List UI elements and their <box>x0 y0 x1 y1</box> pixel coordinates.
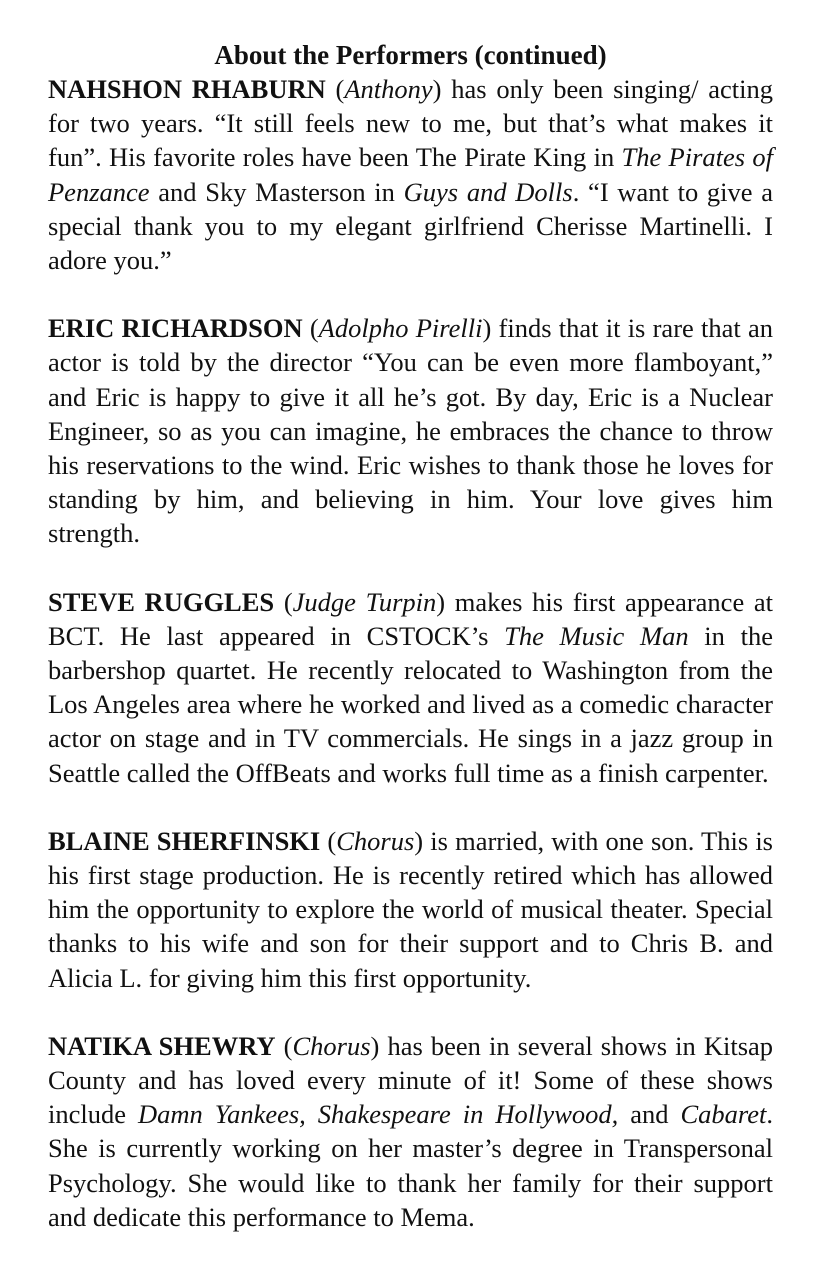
performer-role: Judge Turpin <box>292 586 437 617</box>
performer-bio: BLAINE SHERFINSKI (Chorus) is married, with one son. This is his first stage production. He is recently retired which has allowed him the opportunity to explore the world of musical theater. Special thanks to his wife and son for their support and to Chris B. and Alicia L. for giving him this first opportunity. <box>48 825 773 993</box>
bio-text: has been in several shows in Kitsap County and has loved every minute of it! Some of these shows include <box>48 1030 774 1130</box>
performer-role: Chorus <box>292 1030 371 1061</box>
performer-bio: STEVE RUGGLES (Judge Turpin) makes his first appearance at BCT. He last appeared in CSTOCK’s The Music Man in the barbershop quartet. He recently relocated to Washington from the Los Angeles area where he worked and lived as a comedic character actor on stage and in TV commercials. He sings in a jazz group in Seattle called the OffBeats and works full time as a finish carpenter. <box>48 586 773 788</box>
italic-title: Damn Yankees, Shakespeare in Hollywood, <box>138 1099 619 1130</box>
bio-text: is married, with one son. This is his first stage production. He is recently retired which has allowed him the opportunity to explore the world of musical theater. Special thanks to his wife and son for their support and to Chris B. and Alicia L. for giving him this first opportunity. <box>48 825 773 993</box>
performer-name: NAHSHON RHABURN <box>48 74 326 104</box>
performer-bios <box>48 72 773 1234</box>
performer-name: ERIC RICHARDSON <box>48 313 303 344</box>
italic-title: The Pirates of Penzance <box>48 142 773 207</box>
bio-text: and <box>618 1099 681 1130</box>
bio-text: . She is currently working on her master’s degree in Transpersonal Psychology. She would like to thank her family for their support and dedicate this performance to Mema. <box>48 1099 774 1232</box>
page-title: About the Performers (continued) <box>214 40 607 70</box>
performer-name: NATIKA SHEWRY <box>48 1030 276 1061</box>
bio-text: has only been singing/ acting for two years. “It still feels new to me, but that’s what makes it fun”. His favorite roles have been The Pirate King in <box>48 74 773 173</box>
italic-title: The Music Man <box>504 620 689 651</box>
bio-text: . “I want to give a special thank you to my elegant girlfriend Cherisse Martinelli. I adore you.” <box>48 176 774 276</box>
bio-text: and Sky Masterson in <box>149 176 404 207</box>
performer-name: STEVE RUGGLES <box>48 586 275 617</box>
performer-role: Adolpho Pirelli <box>318 313 483 344</box>
italic-title: Guys and Dolls <box>403 176 573 207</box>
performer-bio: ERIC RICHARDSON (Adolpho Pirelli) finds that it is rare that an actor is told by the director “You can be even more flamboyant,” and Eric is happy to give it all he’s got. By day, Eric is a Nuclear Engineer, so as you can imagine, he embraces the chance to throw his reservations to the wind. Eric wishes to thank those he loves for standing by him, and believing in him. Your love gives him strength. <box>48 313 774 549</box>
performer-bio: NATIKA SHEWRY (Chorus) has been in several shows in Kitsap County and has loved every minute of it! Some of these shows include Damn Yankees, Shakespeare in Hollywood, and Cabaret. She is currently working on her master’s degree in Transpersonal Psychology. She would like to thank her family for their support and dedicate this performance to Mema. <box>48 1030 774 1232</box>
performer-role: Anthony <box>344 74 433 104</box>
bio-text: makes his first appearance at BCT. He last appeared in CSTOCK’s <box>48 586 773 651</box>
bio-text: finds that it is rare that an actor is told by the director “You can be even more flamboyant,” and Eric is happy to give it all he’s got. By day, Eric is a Nuclear Engineer, so as you can imagine, he embraces the chance to throw his reservations to the wind. Eric wishes to thank those he loves for standing by him, and believing in him. Your love gives him strength. <box>48 313 774 549</box>
performer-bio: NAHSHON RHABURN (Anthony) has only been singing/ acting for two years. “It still feels new to me, but that’s what makes it fun”. His favorite roles have been The Pirate King in The Pirates of Penzance and Sky Masterson in Guys and Dolls. “I want to give a special thank you to my elegant girlfriend Cherisse Martinelli. I adore you.” <box>48 74 774 276</box>
performer-name: BLAINE SHERFINSKI <box>48 825 321 856</box>
italic-title: Cabaret <box>680 1099 767 1130</box>
performer-role: Chorus <box>336 825 415 856</box>
bio-text: in the barbershop quartet. He recently relocated to Washington from the Los Angeles area where he worked and lived as a comedic character actor on stage and in TV commercials. He sings in a jazz group in Seattle called the OffBeats and works full time as a finish carpenter. <box>48 620 773 788</box>
